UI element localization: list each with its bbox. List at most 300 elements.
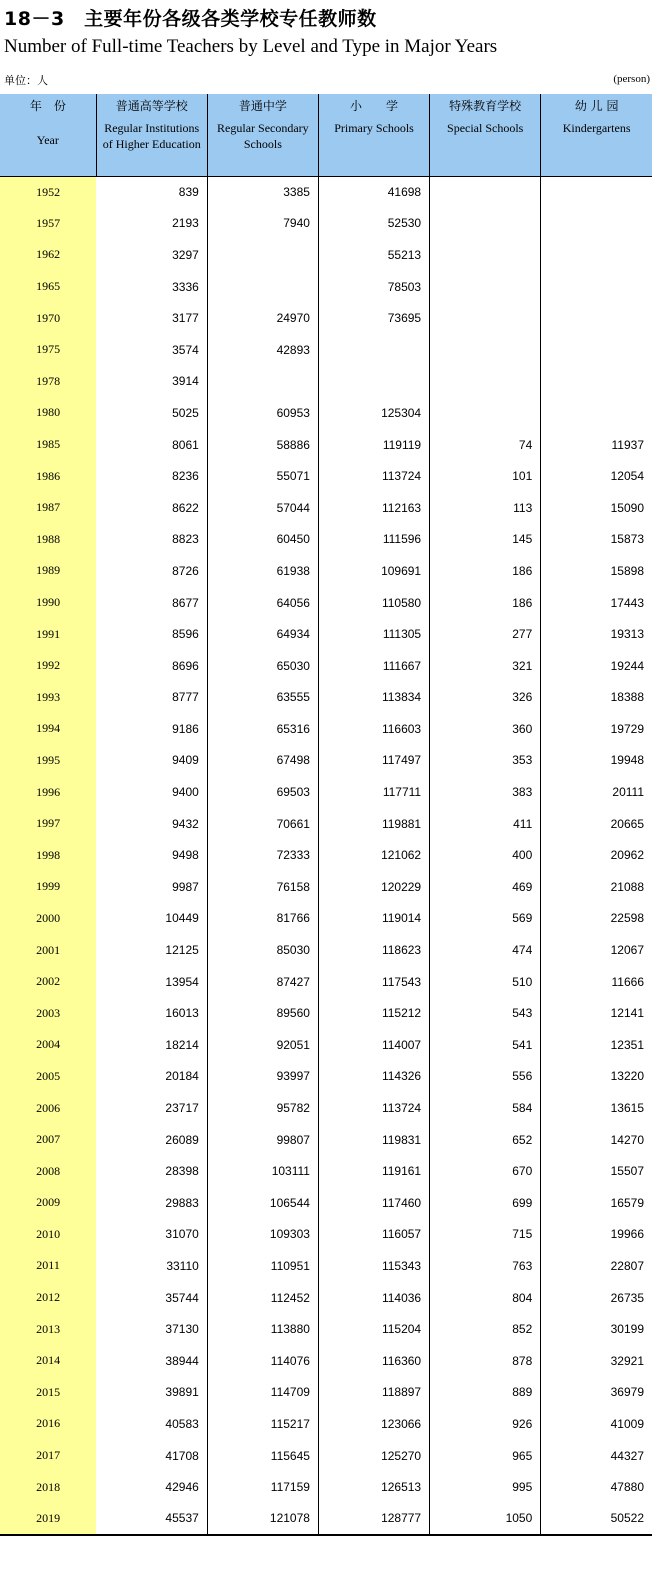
secondary-schools-cell: 60953 [207, 397, 318, 429]
secondary-schools-cell [207, 271, 318, 303]
secondary-schools-cell: 67498 [207, 745, 318, 777]
higher-education-cell: 37130 [165, 1322, 199, 1337]
higher-education-cell: 39891 [165, 1385, 199, 1400]
year-cell: 1990 [0, 587, 96, 619]
secondary-schools-cell: 114709 [207, 1377, 318, 1409]
special-schools-cell: 670 [430, 1155, 541, 1187]
primary-schools-cell: 78503 [318, 271, 429, 303]
column-header-en: Year [36, 133, 59, 147]
higher-education-cell: 40583 [165, 1416, 199, 1431]
kindergartens-cell: 12351 [541, 1029, 652, 1061]
kindergartens-cell: 26735 [541, 1282, 652, 1314]
primary-schools-cell: 117460 [318, 1187, 429, 1219]
kindergartens-cell: 16579 [541, 1187, 652, 1219]
column-header-year [0, 94, 96, 176]
year-cell: 2019 [0, 1503, 96, 1535]
kindergartens-cell: 15898 [541, 555, 652, 587]
higher-education-cell: 16013 [165, 1006, 199, 1021]
higher-education-cell: 8061 [172, 437, 199, 452]
primary-schools-cell [318, 366, 429, 398]
special-schools-cell: 541 [430, 1029, 541, 1061]
primary-schools-cell: 125270 [318, 1440, 429, 1472]
table-row [0, 587, 652, 619]
kindergartens-cell: 19948 [541, 745, 652, 777]
year-cell: 2016 [0, 1408, 96, 1440]
higher-education-cell: 8596 [172, 627, 199, 642]
special-schools-cell [430, 208, 541, 240]
primary-schools-cell: 126513 [318, 1471, 429, 1503]
secondary-schools-cell: 110951 [207, 1250, 318, 1282]
kindergartens-cell: 41009 [541, 1408, 652, 1440]
year-cell: 1996 [0, 776, 96, 808]
column-header-en: Kindergartens [562, 121, 631, 135]
special-schools-cell: 383 [430, 776, 541, 808]
year-cell: 1965 [0, 271, 96, 303]
primary-schools-cell: 117711 [318, 776, 429, 808]
table-row [0, 1282, 652, 1314]
secondary-schools-cell: 93997 [207, 1061, 318, 1093]
table-row [0, 555, 652, 587]
table-row [0, 1124, 652, 1156]
secondary-schools-cell: 64056 [207, 587, 318, 619]
special-schools-cell: 74 [430, 429, 541, 461]
table-row [0, 903, 652, 935]
year-cell: 1999 [0, 871, 96, 903]
higher-education-cell: 3177 [172, 311, 199, 326]
special-schools-cell [430, 271, 541, 303]
kindergartens-cell: 14270 [541, 1124, 652, 1156]
secondary-schools-cell: 42893 [207, 334, 318, 366]
higher-education-cell: 45537 [96, 1503, 207, 1535]
primary-schools-cell: 113724 [318, 1092, 429, 1124]
higher-education-cell: 9432 [172, 816, 199, 831]
higher-education-cell: 9409 [172, 753, 199, 768]
special-schools-cell: 469 [430, 871, 541, 903]
higher-education-cell: 8696 [172, 658, 199, 673]
special-schools-cell: 852 [430, 1313, 541, 1345]
primary-schools-cell: 117543 [318, 966, 429, 998]
kindergartens-cell: 19313 [541, 618, 652, 650]
primary-schools-cell: 112163 [318, 492, 429, 524]
kindergartens-cell: 20111 [541, 776, 652, 808]
higher-education-cell: 18214 [165, 1037, 199, 1052]
higher-education-cell: 3914 [172, 374, 199, 389]
kindergartens-cell: 15873 [541, 524, 652, 556]
special-schools-cell: 804 [430, 1282, 541, 1314]
table-row [0, 966, 652, 998]
column-header-en: Regular Institutions of Higher Education [102, 121, 201, 151]
special-schools-cell [430, 239, 541, 271]
table-body [0, 176, 652, 1535]
kindergartens-cell: 13220 [541, 1061, 652, 1093]
kindergartens-cell: 22807 [541, 1250, 652, 1282]
table-row [0, 1377, 652, 1409]
column-header-cn: 普通中学 [238, 99, 287, 113]
secondary-schools-cell: 60450 [207, 524, 318, 556]
higher-education-cell: 23717 [165, 1101, 199, 1116]
higher-education-cell: 10449 [165, 911, 199, 926]
year-cell: 2008 [0, 1155, 96, 1187]
table-row [0, 1250, 652, 1282]
year-cell: 1980 [0, 397, 96, 429]
kindergartens-cell: 19244 [541, 650, 652, 682]
secondary-schools-cell: 69503 [207, 776, 318, 808]
special-schools-cell: 326 [430, 682, 541, 714]
secondary-schools-cell: 81766 [207, 903, 318, 935]
year-cell: 2011 [0, 1250, 96, 1282]
kindergartens-cell: 36979 [541, 1377, 652, 1409]
kindergartens-cell: 22598 [541, 903, 652, 935]
primary-schools-cell: 118623 [318, 934, 429, 966]
higher-education-cell: 31070 [165, 1227, 199, 1242]
year-cell: 2010 [0, 1219, 96, 1251]
primary-schools-cell: 115212 [318, 997, 429, 1029]
higher-education-cell: 5025 [172, 405, 199, 420]
column-header-higher-education [96, 94, 207, 176]
primary-schools-cell: 116360 [318, 1345, 429, 1377]
primary-schools-cell: 119014 [318, 903, 429, 935]
higher-education-cell: 13954 [165, 974, 199, 989]
table-row [0, 682, 652, 714]
table-row [0, 1408, 652, 1440]
column-header-secondary-schools [207, 94, 318, 176]
table-title-chinese: 18－3 主要年份各级各类学校专任教师数 [4, 8, 377, 30]
special-schools-cell [430, 334, 541, 366]
special-schools-cell: 186 [430, 555, 541, 587]
year-cell: 2002 [0, 966, 96, 998]
higher-education-cell: 3297 [172, 247, 199, 262]
special-schools-cell: 360 [430, 713, 541, 745]
higher-education-cell: 42946 [165, 1480, 199, 1495]
higher-education-cell: 8726 [172, 563, 199, 578]
secondary-schools-cell: 3385 [207, 176, 318, 208]
year-cell: 1978 [0, 366, 96, 398]
special-schools-cell: 543 [430, 997, 541, 1029]
higher-education-cell: 3336 [172, 279, 199, 294]
kindergartens-cell: 32921 [541, 1345, 652, 1377]
table-row [0, 460, 652, 492]
kindergartens-cell [541, 302, 652, 334]
special-schools-cell [430, 176, 541, 208]
kindergartens-cell [541, 334, 652, 366]
year-cell: 2004 [0, 1029, 96, 1061]
primary-schools-cell: 119831 [318, 1124, 429, 1156]
secondary-schools-cell: 85030 [207, 934, 318, 966]
table-row [0, 650, 652, 682]
year-cell: 1987 [0, 492, 96, 524]
special-schools-cell: 277 [430, 618, 541, 650]
special-schools-cell: 878 [430, 1345, 541, 1377]
primary-schools-cell: 110580 [318, 587, 429, 619]
special-schools-cell: 474 [430, 934, 541, 966]
primary-schools-cell: 113724 [318, 460, 429, 492]
primary-schools-cell: 116057 [318, 1219, 429, 1251]
secondary-schools-cell: 121078 [207, 1503, 318, 1535]
year-cell: 1989 [0, 555, 96, 587]
table-row [0, 366, 652, 398]
special-schools-cell [430, 397, 541, 429]
table-row [0, 239, 652, 271]
primary-schools-cell: 117497 [318, 745, 429, 777]
column-header-cn: 普通高等学校 [115, 99, 188, 113]
primary-schools-cell: 121062 [318, 839, 429, 871]
year-cell: 2006 [0, 1092, 96, 1124]
special-schools-cell: 584 [430, 1092, 541, 1124]
table-row [0, 492, 652, 524]
secondary-schools-cell: 76158 [207, 871, 318, 903]
primary-schools-cell: 118897 [318, 1377, 429, 1409]
table-row [0, 808, 652, 840]
table-row [0, 1092, 652, 1124]
higher-education-cell: 38944 [165, 1353, 199, 1368]
column-header-en: Regular Secondary Schools [217, 121, 309, 151]
secondary-schools-cell: 65316 [207, 713, 318, 745]
secondary-schools-cell: 117159 [207, 1471, 318, 1503]
year-cell: 1975 [0, 334, 96, 366]
special-schools-cell: 699 [430, 1187, 541, 1219]
year-cell: 1988 [0, 524, 96, 556]
higher-education-cell: 8677 [172, 595, 199, 610]
higher-education-cell: 20184 [165, 1069, 199, 1084]
table-row [0, 302, 652, 334]
higher-education-cell: 8236 [172, 469, 199, 484]
primary-schools-cell: 128777 [318, 1503, 429, 1535]
higher-education-cell: 9186 [172, 721, 199, 736]
year-cell: 1994 [0, 713, 96, 745]
primary-schools-cell: 120229 [318, 871, 429, 903]
secondary-schools-cell: 109303 [207, 1219, 318, 1251]
primary-schools-cell: 41698 [318, 176, 429, 208]
year-cell: 2009 [0, 1187, 96, 1219]
kindergartens-cell: 20665 [541, 808, 652, 840]
special-schools-cell: 353 [430, 745, 541, 777]
special-schools-cell: 965 [430, 1440, 541, 1472]
table-row [0, 997, 652, 1029]
kindergartens-cell [541, 271, 652, 303]
year-cell: 1992 [0, 650, 96, 682]
kindergartens-cell: 12141 [541, 997, 652, 1029]
column-header-cn: 年 份 [29, 99, 66, 113]
secondary-schools-cell: 58886 [207, 429, 318, 461]
table-row [0, 618, 652, 650]
table-row [0, 1440, 652, 1472]
special-schools-cell: 556 [430, 1061, 541, 1093]
secondary-schools-cell: 72333 [207, 839, 318, 871]
kindergartens-cell: 30199 [541, 1313, 652, 1345]
kindergartens-cell: 18388 [541, 682, 652, 714]
column-header-en: Primary Schools [334, 121, 414, 135]
kindergartens-cell: 19729 [541, 713, 652, 745]
primary-schools-cell: 111667 [318, 650, 429, 682]
year-cell: 1991 [0, 618, 96, 650]
higher-education-cell: 29883 [165, 1195, 199, 1210]
secondary-schools-cell: 24970 [207, 302, 318, 334]
year-cell: 2014 [0, 1345, 96, 1377]
table-row [0, 1061, 652, 1093]
higher-education-cell: 26089 [165, 1132, 199, 1147]
secondary-schools-cell [207, 366, 318, 398]
special-schools-cell: 321 [430, 650, 541, 682]
table-row [0, 334, 652, 366]
special-schools-cell: 569 [430, 903, 541, 935]
special-schools-cell: 400 [430, 839, 541, 871]
special-schools-cell: 715 [430, 1219, 541, 1251]
secondary-schools-cell: 112452 [207, 1282, 318, 1314]
table-row [0, 1219, 652, 1251]
secondary-schools-cell: 7940 [207, 208, 318, 240]
higher-education-cell: 9498 [172, 848, 199, 863]
primary-schools-cell: 125304 [318, 397, 429, 429]
special-schools-cell: 113 [430, 492, 541, 524]
table-row [0, 1155, 652, 1187]
secondary-schools-cell: 87427 [207, 966, 318, 998]
secondary-schools-cell: 115217 [207, 1408, 318, 1440]
year-cell: 2013 [0, 1313, 96, 1345]
special-schools-cell: 889 [430, 1377, 541, 1409]
column-header-en: Special Schools [447, 121, 524, 135]
secondary-schools-cell: 64934 [207, 618, 318, 650]
primary-schools-cell: 119161 [318, 1155, 429, 1187]
table-title-english: Number of Full-time Teachers by Level and Type in Major Years [4, 36, 498, 57]
special-schools-cell: 186 [430, 587, 541, 619]
table-row [0, 176, 652, 208]
kindergartens-cell: 15090 [541, 492, 652, 524]
higher-education-cell: 9400 [172, 785, 199, 800]
primary-schools-cell: 115343 [318, 1250, 429, 1282]
table-row [0, 397, 652, 429]
kindergartens-cell [541, 397, 652, 429]
table-row [0, 1187, 652, 1219]
secondary-schools-cell: 103111 [207, 1155, 318, 1187]
secondary-schools-cell: 95782 [207, 1092, 318, 1124]
year-cell: 2018 [0, 1471, 96, 1503]
secondary-schools-cell: 55071 [207, 460, 318, 492]
special-schools-cell: 995 [430, 1471, 541, 1503]
primary-schools-cell: 114326 [318, 1061, 429, 1093]
year-cell: 2000 [0, 903, 96, 935]
special-schools-cell: 101 [430, 460, 541, 492]
secondary-schools-cell: 61938 [207, 555, 318, 587]
unit-label-chinese: 单位：人 [4, 74, 48, 87]
table-row [0, 1029, 652, 1061]
year-cell: 1993 [0, 682, 96, 714]
higher-education-cell: 33110 [166, 1258, 199, 1273]
primary-schools-cell: 123066 [318, 1408, 429, 1440]
special-schools-cell: 1050 [430, 1503, 541, 1535]
year-cell: 1957 [0, 208, 96, 240]
kindergartens-cell: 21088 [541, 871, 652, 903]
table-row [0, 745, 652, 777]
higher-education-cell: 28398 [165, 1164, 199, 1179]
primary-schools-cell: 73695 [318, 302, 429, 334]
higher-education-cell: 8823 [172, 532, 199, 547]
column-header-cn: 特殊教育学校 [449, 99, 522, 113]
primary-schools-cell: 111305 [318, 618, 429, 650]
column-header-special-schools [430, 94, 541, 176]
secondary-schools-cell: 57044 [207, 492, 318, 524]
year-cell: 1986 [0, 460, 96, 492]
higher-education-cell: 2193 [172, 216, 199, 231]
year-cell: 2005 [0, 1061, 96, 1093]
special-schools-cell: 411 [430, 808, 541, 840]
special-schools-cell: 145 [430, 524, 541, 556]
year-cell: 2017 [0, 1440, 96, 1472]
kindergartens-cell: 50522 [541, 1503, 652, 1535]
column-header-cn: 小 学 [350, 99, 399, 113]
table-row [0, 1313, 652, 1345]
column-header-kindergartens [541, 94, 652, 176]
table-row [0, 1503, 652, 1535]
year-cell: 2012 [0, 1282, 96, 1314]
special-schools-cell: 926 [430, 1408, 541, 1440]
kindergartens-cell [541, 208, 652, 240]
table-row [0, 524, 652, 556]
primary-schools-cell: 109691 [318, 555, 429, 587]
teachers-data-table [0, 94, 652, 1536]
year-cell: 1985 [0, 429, 96, 461]
year-cell: 1995 [0, 745, 96, 777]
primary-schools-cell: 119119 [318, 429, 429, 461]
primary-schools-cell: 119881 [318, 808, 429, 840]
primary-schools-cell: 52530 [318, 208, 429, 240]
kindergartens-cell [541, 239, 652, 271]
kindergartens-cell: 12067 [541, 934, 652, 966]
table-row [0, 271, 652, 303]
primary-schools-cell: 55213 [318, 239, 429, 271]
primary-schools-cell [318, 334, 429, 366]
higher-education-cell: 41708 [165, 1448, 199, 1463]
column-header-cn: 幼 儿 园 [574, 99, 619, 113]
secondary-schools-cell: 89560 [207, 997, 318, 1029]
higher-education-cell: 9987 [172, 879, 199, 894]
secondary-schools-cell: 63555 [207, 682, 318, 714]
table-row [0, 208, 652, 240]
higher-education-cell: 3574 [172, 342, 199, 357]
unit-label-english: (person) [613, 73, 650, 85]
kindergartens-cell: 11937 [541, 429, 652, 461]
year-cell: 1970 [0, 302, 96, 334]
table-row [0, 1471, 652, 1503]
year-cell: 2015 [0, 1377, 96, 1409]
higher-education-cell: 8777 [172, 690, 199, 705]
higher-education-cell: 35744 [165, 1290, 199, 1305]
secondary-schools-cell: 106544 [207, 1187, 318, 1219]
kindergartens-cell: 13615 [541, 1092, 652, 1124]
special-schools-cell: 510 [430, 966, 541, 998]
secondary-schools-cell: 113880 [207, 1313, 318, 1345]
year-cell: 1997 [0, 808, 96, 840]
kindergartens-cell: 15507 [541, 1155, 652, 1187]
secondary-schools-cell: 92051 [207, 1029, 318, 1061]
secondary-schools-cell: 65030 [207, 650, 318, 682]
primary-schools-cell: 114007 [318, 1029, 429, 1061]
year-cell: 2007 [0, 1124, 96, 1156]
primary-schools-cell: 113834 [318, 682, 429, 714]
table-row [0, 713, 652, 745]
year-cell: 1962 [0, 239, 96, 271]
special-schools-cell: 763 [430, 1250, 541, 1282]
kindergartens-cell: 44327 [541, 1440, 652, 1472]
kindergartens-cell: 47880 [541, 1471, 652, 1503]
kindergartens-cell: 11666 [541, 966, 652, 998]
secondary-schools-cell: 114076 [207, 1345, 318, 1377]
higher-education-cell: 839 [178, 185, 199, 200]
special-schools-cell [430, 302, 541, 334]
column-header-primary-schools [318, 94, 429, 176]
kindergartens-cell: 19966 [541, 1219, 652, 1251]
secondary-schools-cell: 99807 [207, 1124, 318, 1156]
secondary-schools-cell: 115645 [207, 1440, 318, 1472]
